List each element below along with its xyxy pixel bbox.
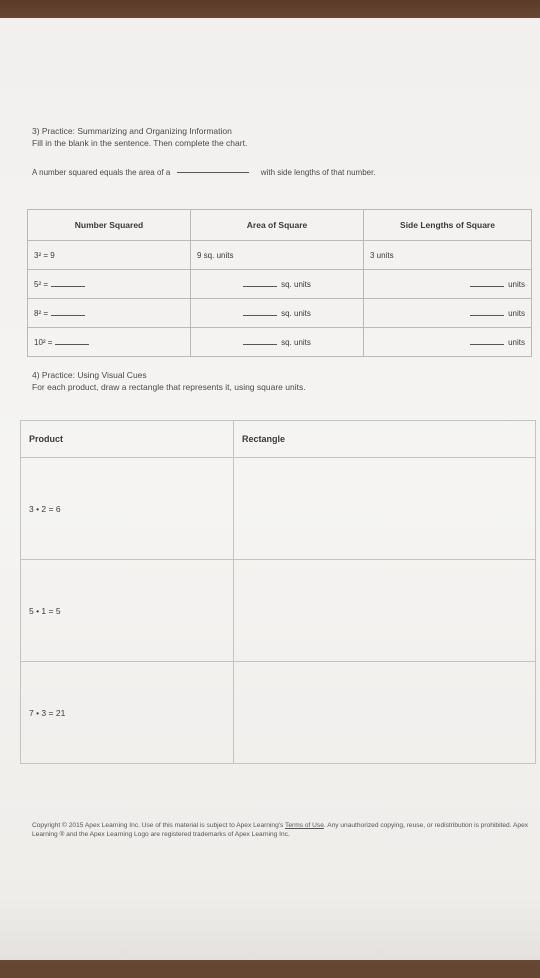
header-rectangle: Rectangle xyxy=(234,421,536,458)
page-shadow xyxy=(0,898,540,978)
header-side-lengths: Side Lengths of Square xyxy=(364,210,532,241)
side-unit-label: units xyxy=(508,337,525,347)
side-unit-label: units xyxy=(508,279,525,289)
answer-blank[interactable] xyxy=(51,315,85,316)
answer-blank[interactable] xyxy=(51,286,85,287)
answer-blank[interactable] xyxy=(470,315,504,316)
area-unit-label: sq. units xyxy=(281,308,311,318)
side-length-cell[interactable] xyxy=(364,270,532,299)
sentence-start: A number squared equals the area of a xyxy=(32,168,171,177)
chart-row xyxy=(28,241,532,270)
copyright-text: Copyright © 2015 Apex Learning Inc. Use of this material is subject to Apex Learning's xyxy=(32,822,284,829)
area-unit-label: sq. units xyxy=(281,337,311,347)
number-squared-cell[interactable] xyxy=(28,328,191,357)
number-squared-label: 5² = xyxy=(34,279,49,289)
squares-chart xyxy=(27,209,532,357)
practice-4-instruction: For each product, draw a rectangle that represents it, using square units. xyxy=(32,382,306,392)
rectangle-drawing-cell[interactable] xyxy=(234,662,536,764)
chart-header-row xyxy=(28,210,532,241)
number-squared-label: 10² = xyxy=(34,337,53,347)
worksheet-page xyxy=(0,18,540,960)
chart-row xyxy=(28,328,532,357)
rectangle-drawing-cell[interactable] xyxy=(234,560,536,662)
header-product: Product xyxy=(21,421,234,458)
answer-blank[interactable] xyxy=(243,344,277,345)
table-row xyxy=(21,458,536,560)
table-row xyxy=(21,560,536,662)
answer-blank[interactable] xyxy=(470,344,504,345)
area-cell[interactable] xyxy=(191,328,364,357)
side-unit-label: units xyxy=(508,308,525,318)
copyright-text-continued: . Any unauthorized copying, reuse, or redistribution is prohibited. Apex Learning ® and the Apex Learning Logo are registered trademarks of Apex Learning Inc. xyxy=(32,822,529,838)
answer-blank[interactable] xyxy=(55,344,89,345)
table-row xyxy=(21,662,536,764)
header-number-squared: Number Squared xyxy=(28,210,191,241)
rectangle-drawing-cell[interactable] xyxy=(234,458,536,560)
visual-header-row xyxy=(21,421,536,458)
header-area-of-square: Area of Square xyxy=(191,210,364,241)
product-cell: 7 • 3 = 21 xyxy=(21,662,234,764)
product-cell: 3 • 2 = 6 xyxy=(21,458,234,560)
practice-3-title: 3) Practice: Summarizing and Organizing Information xyxy=(32,126,232,136)
number-squared-cell[interactable] xyxy=(28,299,191,328)
area-cell[interactable] xyxy=(191,270,364,299)
fill-in-sentence xyxy=(32,168,512,177)
practice-4-title: 4) Practice: Using Visual Cues xyxy=(32,370,147,380)
product-rectangle-table xyxy=(20,420,536,764)
product-cell: 5 • 1 = 5 xyxy=(21,560,234,662)
copyright-footer xyxy=(32,821,532,839)
side-length-cell: 3 units xyxy=(364,241,532,270)
area-unit-label: sq. units xyxy=(281,279,311,289)
side-length-cell[interactable] xyxy=(364,299,532,328)
area-cell[interactable] xyxy=(191,299,364,328)
number-squared-cell: 3² = 9 xyxy=(28,241,191,270)
chart-row xyxy=(28,299,532,328)
answer-blank[interactable] xyxy=(243,315,277,316)
number-squared-cell[interactable] xyxy=(28,270,191,299)
number-squared-label: 8² = xyxy=(34,308,49,318)
chart-row xyxy=(28,270,532,299)
sentence-blank[interactable] xyxy=(177,172,249,173)
side-length-cell[interactable] xyxy=(364,328,532,357)
terms-of-use-link[interactable]: Terms of Use xyxy=(285,822,324,829)
practice-3-instruction: Fill in the blank in the sentence. Then complete the chart. xyxy=(32,138,248,148)
answer-blank[interactable] xyxy=(243,286,277,287)
sentence-end: with side lengths of that number. xyxy=(260,168,376,177)
area-cell: 9 sq. units xyxy=(191,241,364,270)
answer-blank[interactable] xyxy=(470,286,504,287)
